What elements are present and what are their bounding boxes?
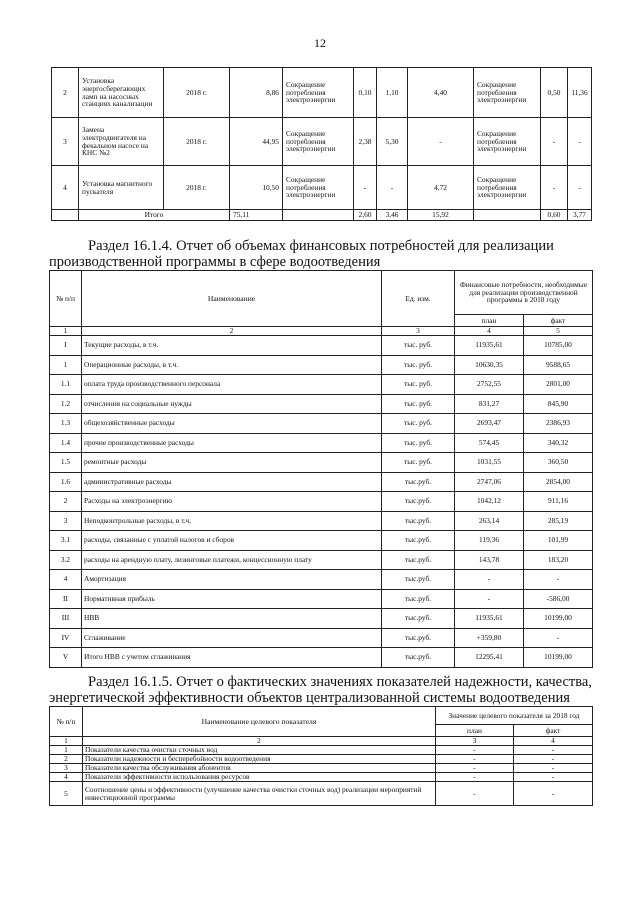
- value-2: 1,10: [377, 68, 408, 118]
- row-number: 2: [52, 68, 79, 118]
- header-plan: план: [436, 725, 514, 737]
- plan-value: -: [436, 773, 514, 782]
- plan-value: -: [436, 764, 514, 773]
- table-row: [52, 68, 592, 118]
- unit: тыс. руб.: [382, 433, 455, 453]
- section-1615-title-line2: энергетической эффективности объектов централизованной системы водоотведения: [49, 690, 570, 706]
- header-name: Наименование: [82, 271, 382, 327]
- measure-cost: 10,50: [230, 166, 283, 210]
- expense-name: Итого НВВ с учетом сглаживания: [82, 648, 382, 668]
- indicator-name: Показатели качества очистки сточных вод: [83, 746, 436, 755]
- unit: тыс.руб.: [382, 550, 455, 570]
- header-num: № п/п: [50, 707, 83, 737]
- fact-value: 10199,00: [524, 648, 593, 668]
- section-1614-title-line1: Раздел 16.1.4. Отчет об объемах финансовых потребностей для реализации: [88, 238, 554, 254]
- investment-measures-table: [51, 67, 592, 221]
- plan-value: -: [436, 782, 514, 806]
- indicator-name: Показатели надежности и бесперебойности водоотведения: [83, 755, 436, 764]
- row-number: 1.4: [50, 433, 82, 453]
- fact-value: 183,20: [524, 550, 593, 570]
- page-number: 12: [314, 36, 326, 50]
- measure-year: 2018 г.: [164, 118, 230, 166]
- plan-value: -: [436, 746, 514, 755]
- row-number: 4: [52, 166, 79, 210]
- column-number: 2: [82, 327, 382, 336]
- indicator-name: Соотношение цены и эффективности (улучшение качества очистки сточных вод) реализации мероприятий инвестиционной программы: [83, 782, 436, 806]
- fact-value: -: [514, 755, 593, 764]
- plan-value: 1042,12: [455, 492, 524, 512]
- fact-value: 360,50: [524, 453, 593, 473]
- expense-name: ремонтные расходы: [82, 453, 382, 473]
- total-label: Итого: [79, 210, 230, 221]
- indicator-name: Показатели качества обслуживания абонентов: [83, 764, 436, 773]
- table-row: [50, 570, 593, 590]
- row-number: 4: [50, 570, 82, 590]
- fact-value: -: [524, 570, 593, 590]
- row-number: 1.3: [50, 414, 82, 434]
- row-number: 3: [50, 764, 83, 773]
- total-value-5: 3,77: [568, 210, 592, 221]
- plan-value: 2693,47: [455, 414, 524, 434]
- unit: тыс.руб.: [382, 628, 455, 648]
- table-row: [50, 433, 593, 453]
- value-3: 4,72: [408, 166, 474, 210]
- value-5: -: [568, 118, 592, 166]
- table-row: [50, 609, 593, 629]
- value-4: -: [541, 118, 568, 166]
- fact-value: -: [514, 746, 593, 755]
- expense-name: Текущие расходы, в т.ч.: [82, 336, 382, 356]
- plan-value: 143,78: [455, 550, 524, 570]
- value-3: 4,40: [408, 68, 474, 118]
- row-number: III: [50, 609, 82, 629]
- row-number: 1.5: [50, 453, 82, 473]
- header-fact: факт: [514, 725, 593, 737]
- measure-name: Установка энергосберегающих ламп на насосных станциях канализации: [79, 68, 164, 118]
- expense-name: Нормативная прибыль: [82, 589, 382, 609]
- table-row: [50, 782, 593, 806]
- table-row: [50, 755, 593, 764]
- table-row: [50, 453, 593, 473]
- measure-name: Замена электродвигателя на фекальном насосе на КНС №2: [79, 118, 164, 166]
- measure-cost: 8,86: [230, 68, 283, 118]
- unit: тыс.руб.: [382, 511, 455, 531]
- fact-value: 911,16: [524, 492, 593, 512]
- table-row: [50, 414, 593, 434]
- column-numbers-row: [50, 737, 593, 746]
- plan-value: 263,14: [455, 511, 524, 531]
- column-number: 4: [455, 327, 524, 336]
- row-number: I: [50, 336, 82, 356]
- planned-effect: Сокращение потребления электроэнергии: [283, 166, 354, 210]
- plan-value: 10630,35: [455, 355, 524, 375]
- expense-name: прочие производственные расходы: [82, 433, 382, 453]
- unit: тыс.руб.: [382, 589, 455, 609]
- unit: тыс.руб.: [382, 531, 455, 551]
- row-number: 1: [50, 746, 83, 755]
- column-number: 5: [524, 327, 593, 336]
- expense-name: Расходы на электроэнергию: [82, 492, 382, 512]
- empty-cell: [474, 210, 541, 221]
- section-1615-title-line1: Раздел 16.1.5. Отчет о фактических значениях показателей надежности, качества,: [88, 674, 592, 690]
- column-number: 2: [83, 737, 436, 746]
- expense-name: расходы, связанные с уплатой налогов и сборов: [82, 531, 382, 551]
- expense-name: Операционные расходы, в т.ч.: [82, 355, 382, 375]
- header-num: № п/п: [50, 271, 82, 327]
- plan-value: -: [455, 570, 524, 590]
- value-2: -: [377, 166, 408, 210]
- unit: тыс. руб.: [382, 355, 455, 375]
- measure-year: 2018 г.: [164, 166, 230, 210]
- unit: тыс. руб.: [382, 336, 455, 356]
- unit: тыс. руб.: [382, 453, 455, 473]
- row-number: 2: [50, 492, 82, 512]
- row-number: II: [50, 589, 82, 609]
- planned-effect: Сокращение потребления электроэнергии: [283, 118, 354, 166]
- table-row: [50, 511, 593, 531]
- value-1: 0,10: [354, 68, 377, 118]
- value-5: 11,36: [568, 68, 592, 118]
- row-number: IV: [50, 628, 82, 648]
- plan-value: 2747,06: [455, 472, 524, 492]
- unit: тыс.руб.: [382, 472, 455, 492]
- plan-value: 1031,55: [455, 453, 524, 473]
- value-5: -: [568, 166, 592, 210]
- actual-effect: Сокращение потребления электроэнергии: [474, 68, 541, 118]
- row-number: 1.1: [50, 375, 82, 395]
- unit: тыс.руб.: [382, 570, 455, 590]
- fact-value: 285,19: [524, 511, 593, 531]
- expense-name: общехозяйственные расходы: [82, 414, 382, 434]
- plan-value: 2752,55: [455, 375, 524, 395]
- empty-cell: [52, 210, 79, 221]
- table-row: [52, 118, 592, 166]
- plan-value: +359,80: [455, 628, 524, 648]
- table-row: [50, 589, 593, 609]
- plan-value: 831,27: [455, 394, 524, 414]
- unit: тыс. руб.: [382, 414, 455, 434]
- value-4: -: [541, 166, 568, 210]
- table-row: [50, 375, 593, 395]
- header-value: Значение целевого показателя за 2018 год: [436, 707, 593, 725]
- value-3: -: [408, 118, 474, 166]
- expense-name: административные расходы: [82, 472, 382, 492]
- fact-value: 9588,65: [524, 355, 593, 375]
- measure-cost: 44,95: [230, 118, 283, 166]
- total-cost: 75,11: [230, 210, 283, 221]
- empty-cell: [283, 210, 354, 221]
- header-unit: Ед. изм.: [382, 271, 455, 327]
- expense-name: Амортизация: [82, 570, 382, 590]
- table-row: [50, 746, 593, 755]
- total-row: [52, 210, 592, 221]
- plan-value: 12295,41: [455, 648, 524, 668]
- table-row: [50, 394, 593, 414]
- fact-value: 340,32: [524, 433, 593, 453]
- plan-value: -: [436, 755, 514, 764]
- value-4: 0,50: [541, 68, 568, 118]
- unit: тыс.руб.: [382, 648, 455, 668]
- expense-name: Сглаживание: [82, 628, 382, 648]
- total-value-1: 2,60: [354, 210, 377, 221]
- fact-value: 2854,00: [524, 472, 593, 492]
- table-row: [50, 764, 593, 773]
- column-numbers-row: [50, 327, 593, 336]
- fact-value: 10199,00: [524, 609, 593, 629]
- header-fact: факт: [524, 315, 593, 327]
- expense-name: отчисления на социальные нужды: [82, 394, 382, 414]
- unit: тыс. руб.: [382, 394, 455, 414]
- table-row: [50, 531, 593, 551]
- plan-value: 119,36: [455, 531, 524, 551]
- fact-value: -: [514, 773, 593, 782]
- unit: тыс.руб.: [382, 609, 455, 629]
- table-row: [50, 492, 593, 512]
- table-row: [52, 166, 592, 210]
- financial-needs-table: [49, 270, 593, 668]
- header-needs: Финансовые потребности, необходимые для реализации производственной программы в 2018 году: [455, 271, 593, 315]
- table-row: [50, 472, 593, 492]
- expense-name: НВВ: [82, 609, 382, 629]
- expense-name: расходы на арендную плату, лизинговые платежи, концессионную плату: [82, 550, 382, 570]
- row-number: 3: [52, 118, 79, 166]
- fact-value: -586,00: [524, 589, 593, 609]
- table-row: [50, 773, 593, 782]
- fact-value: -: [524, 628, 593, 648]
- indicators-table: [49, 706, 593, 806]
- row-number: 2: [50, 755, 83, 764]
- table-row: [50, 648, 593, 668]
- total-value-3: 15,92: [408, 210, 474, 221]
- indicator-name: Показатели эффективности использования ресурсов: [83, 773, 436, 782]
- planned-effect: Сокращение потребления электроэнергии: [283, 68, 354, 118]
- column-number: 3: [436, 737, 514, 746]
- value-1: 2,38: [354, 118, 377, 166]
- plan-value: -: [455, 589, 524, 609]
- column-number: 4: [514, 737, 593, 746]
- row-number: 1: [50, 355, 82, 375]
- row-number: 5: [50, 782, 83, 806]
- table-row: [50, 628, 593, 648]
- actual-effect: Сокращение потребления электроэнергии: [474, 118, 541, 166]
- row-number: 4: [50, 773, 83, 782]
- row-number: 3: [50, 511, 82, 531]
- total-value-4: 0,60: [541, 210, 568, 221]
- total-value-2: 3,46: [377, 210, 408, 221]
- fact-value: 845,90: [524, 394, 593, 414]
- fact-value: 10785,00: [524, 336, 593, 356]
- fact-value: 2386,93: [524, 414, 593, 434]
- measure-year: 2018 г.: [164, 68, 230, 118]
- table-row: [50, 355, 593, 375]
- plan-value: 11935,61: [455, 336, 524, 356]
- plan-value: 574,45: [455, 433, 524, 453]
- measure-name: Установка магнитного пускателя: [79, 166, 164, 210]
- row-number: 3.2: [50, 550, 82, 570]
- table-row: [50, 550, 593, 570]
- fact-value: 2801,00: [524, 375, 593, 395]
- row-number: V: [50, 648, 82, 668]
- unit: тыс. руб.: [382, 375, 455, 395]
- actual-effect: Сокращение потребления электроэнергии: [474, 166, 541, 210]
- column-number: 3: [382, 327, 455, 336]
- section-1614-title-line2: производственной программы в сфере водоотведения: [49, 254, 381, 270]
- header-plan: план: [455, 315, 524, 327]
- row-number: 3.1: [50, 531, 82, 551]
- row-number: 1.6: [50, 472, 82, 492]
- column-number: 1: [50, 327, 82, 336]
- fact-value: -: [514, 782, 593, 806]
- unit: тыс.руб.: [382, 492, 455, 512]
- header-indicator-name: Наименование целевого показателя: [83, 707, 436, 737]
- value-2: 5,30: [377, 118, 408, 166]
- plan-value: 11935,61: [455, 609, 524, 629]
- table-row: [50, 336, 593, 356]
- expense-name: оплата труда производственного персонала: [82, 375, 382, 395]
- fact-value: 101,99: [524, 531, 593, 551]
- expense-name: Неподконтрольные расходы, в т.ч.: [82, 511, 382, 531]
- fact-value: -: [514, 764, 593, 773]
- value-1: -: [354, 166, 377, 210]
- column-number: 1: [50, 737, 83, 746]
- row-number: 1.2: [50, 394, 82, 414]
